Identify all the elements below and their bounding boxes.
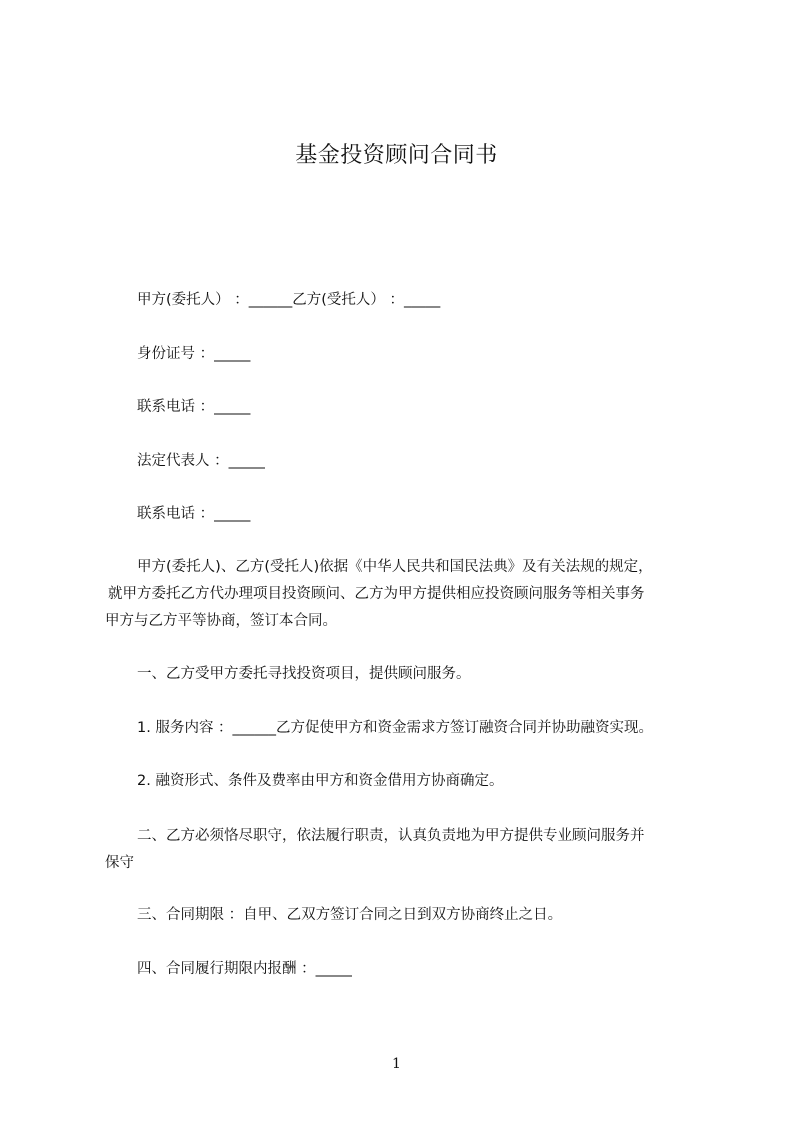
section-2-line-2: 保守 <box>105 855 134 871</box>
section-3: 三、合同期限 ：自甲、乙双方签订合同之日到双方协商终止之日。 <box>137 907 563 923</box>
party-line: 甲方(委托人） ：______乙方(受托人） ：_____ <box>137 292 441 308</box>
section-1-item-2: 2. 融资形式、条件及费率由甲方和资金借用方协商确定。 <box>137 773 504 789</box>
id-number-line: 身份证号 ：_____ <box>137 346 251 362</box>
page-number: 1 <box>392 1056 401 1072</box>
phone-line-2: 联系电话 ：_____ <box>137 506 251 522</box>
preamble-line-3: 甲方与乙方平等协商，签订本合同。 <box>105 613 337 629</box>
section-1-heading: 一、乙方受甲方委托寻找投资项目，提供顾问服务。 <box>137 666 471 682</box>
section-4: 四、合同履行期限内报酬 ：_____ <box>137 961 352 977</box>
legal-representative-line: 法定代表人 ：_____ <box>137 453 265 469</box>
document-title: 基金投资顾问合同书 <box>295 143 498 168</box>
preamble-line-1: 甲方(委托人)、乙方(受托人)依据《中华人民共和国民法典》及有关法规的规定， <box>137 559 653 575</box>
phone-line-1: 联系电话 ：_____ <box>137 399 251 415</box>
section-2-line-1: 二、乙方必须恪尽职守，依法履行职责，认真负责地为甲方提供专业顾问服务并 <box>137 828 645 844</box>
preamble-line-2: 就甲方委托乙方代办理项目投资顾问、乙方为甲方提供相应投资顾问服务等相关事务 <box>108 586 645 602</box>
section-1-item-1: 1. 服务内容 ：______乙方促使甲方和资金需求方签订融资合同并协助融资实现。 <box>137 720 654 736</box>
